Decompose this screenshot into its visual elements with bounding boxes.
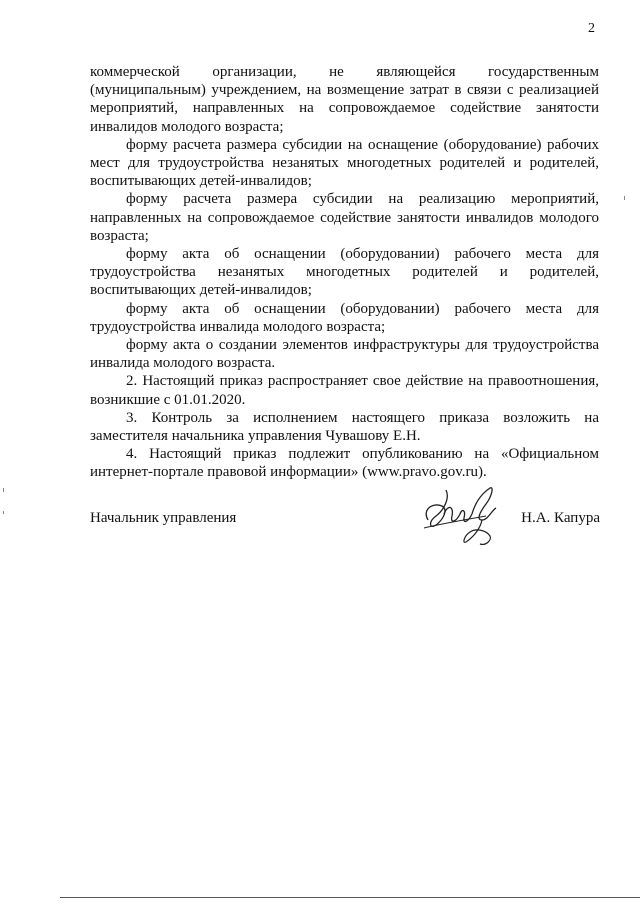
document-body (90, 63, 599, 482)
paragraph-form-subsidy-calc-events: форму расчета размера субсидии на реализацию мероприятий, направленных на сопровождаемое содействие занятости инвалидов молодого возраста; (90, 191, 599, 244)
handwritten-signature-icon (420, 480, 512, 550)
paragraph-form-act-disabled: форму акта об оснащении (оборудовании) рабочего места для трудоустройства инвалида молодого возраста; (90, 300, 599, 335)
page-number: 2 (588, 21, 595, 36)
signatory-name: Н.А. Капура (521, 510, 600, 526)
scan-artifact (3, 488, 4, 492)
paragraph-form-act-infrastructure: форму акта о создании элементов инфраструктуры для трудоустройства инвалида молодого возраста. (90, 337, 599, 372)
paragraph-continuation: коммерческой организации, не являющейся государственным (муниципальным) учреждением, на возмещение затрат в связи с реализацией мероприятий, направленных на сопровождаемое содействие занятости инвалидов молодого возраста; (90, 64, 599, 135)
paragraph-form-subsidy-calc-equipment: форму расчета размера субсидии на оснащение (оборудование) рабочих мест для трудоустройства незанятых многодетных родителей и родителей, воспитывающих детей-инвалидов; (90, 136, 599, 190)
signature-block (90, 480, 600, 550)
scan-artifact (624, 196, 625, 200)
paragraph-item-2: 2. Настоящий приказ распространяет свое действие на правоотношения, возникшие с 01.01.2020. (90, 373, 599, 408)
paragraph-form-act-parents: форму акта об оснащении (оборудовании) рабочего места для трудоустройства незанятых многодетных родителей и родителей, воспитывающих детей-инвалидов; (90, 246, 599, 299)
paragraph-item-4: 4. Настоящий приказ подлежит опубликованию на «Официальном интернет-портале правовой информации» (www.pravo.gov.ru). (90, 446, 599, 481)
scan-artifact (3, 511, 4, 514)
paragraph-item-3: 3. Контроль за исполнением настоящего приказа возложить на заместителя начальника управления Чувашову Е.Н. (90, 409, 599, 445)
signatory-position: Начальник управления (90, 510, 237, 526)
scan-bottom-edge (60, 897, 640, 898)
